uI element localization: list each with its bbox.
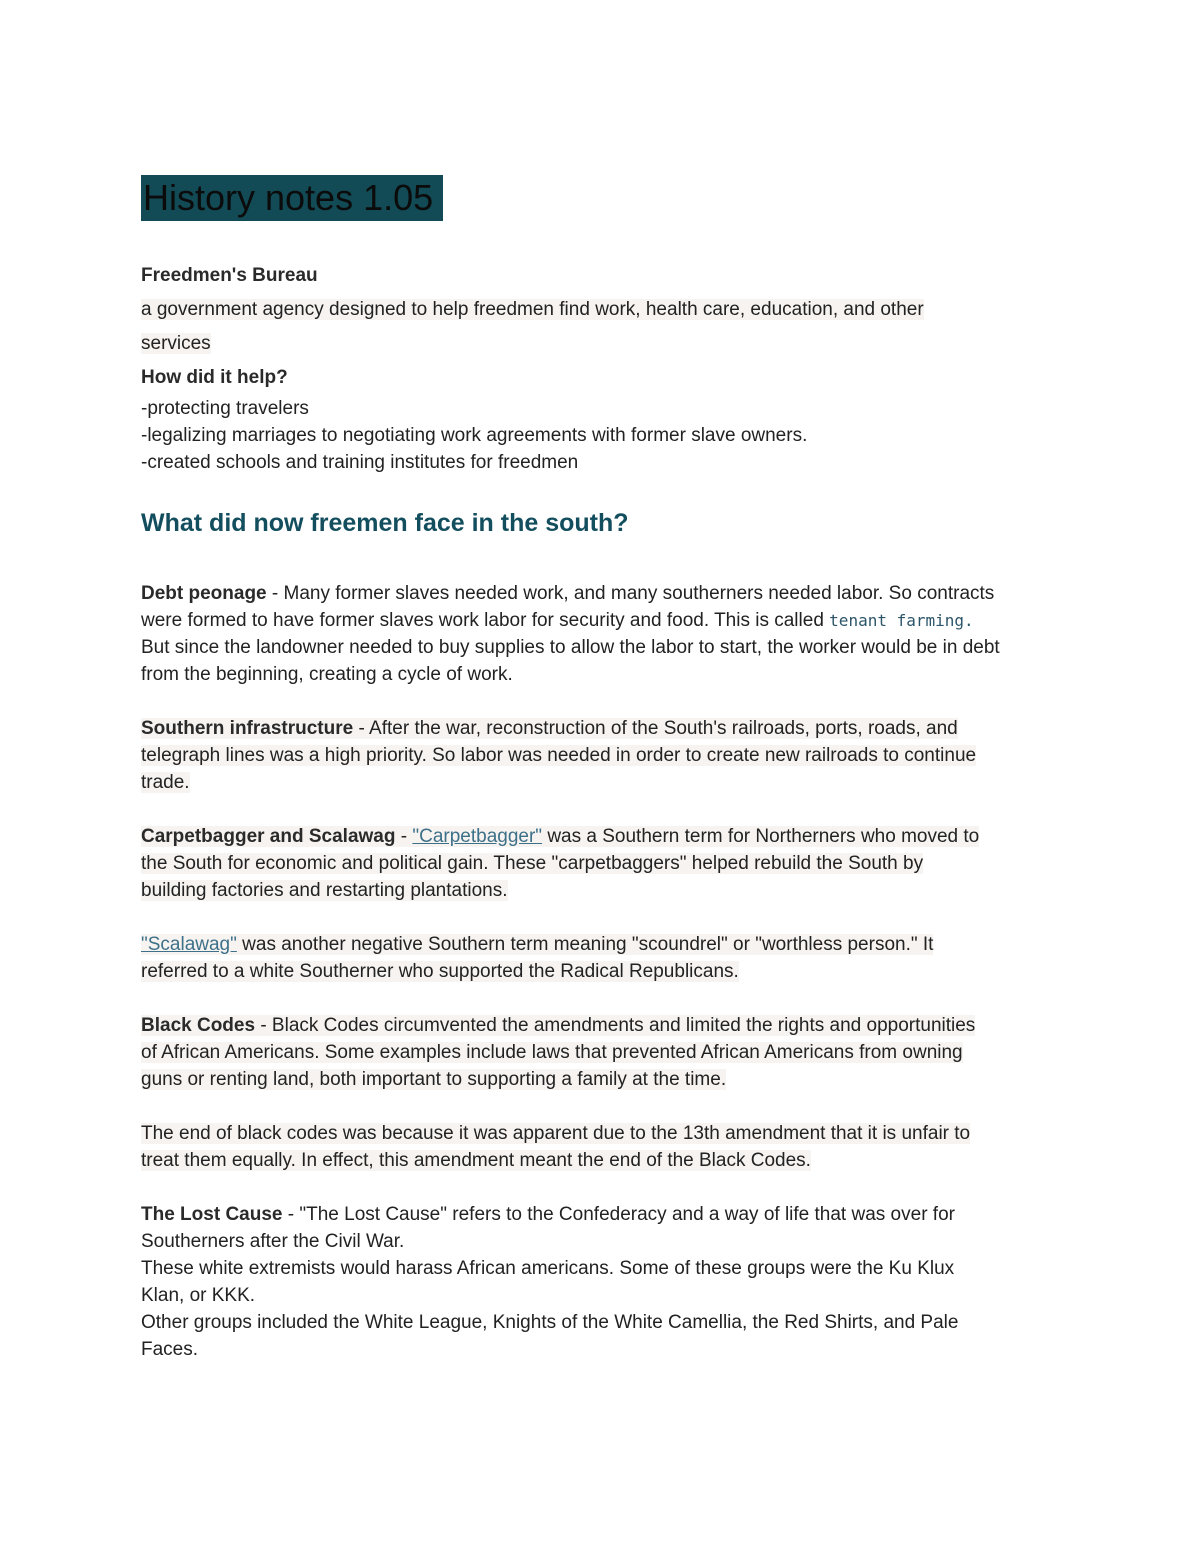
text: the South for economic and political gain. These "carpetbaggers" helped rebuild the South by [141,853,924,874]
text: trade. [141,772,190,793]
list-item: -legalizing marriages to negotiating work agreements with former slave owners. [141,425,808,446]
tenant-farming-term: tenant farming. [829,611,974,630]
text: These white extremists would harass African americans. Some of these groups were the Ku Klux [141,1258,955,1279]
paragraph-infrastructure [141,715,1061,796]
section-heading: Freedmen's Bureau [141,265,318,286]
paragraph-black-codes [141,1012,1061,1093]
paragraph-lost-cause [141,1201,1061,1363]
text: But since the landowner needed to buy supplies to allow the labor to start, the worker would be in debt [141,637,1000,658]
paragraph-carpetbagger [141,823,1061,904]
text: Southerners after the Civil War. [141,1231,405,1252]
paragraph-end-black-codes [141,1120,1061,1174]
carpetbagger-link[interactable]: "Carpetbagger" [412,826,543,847]
text: referred to a white Southerner who supported the Radical Republicans. [141,961,739,982]
help-list [141,395,1061,476]
document-body [141,175,1061,1363]
text: was another negative Southern term meaning "scoundrel" or "worthless person." It [236,934,934,955]
text: guns or renting land, both important to supporting a family at the time. [141,1069,727,1090]
text: was a Southern term for Northerners who moved to [542,826,980,847]
text: of African Americans. Some examples include laws that prevented African Americans from owning [141,1042,963,1063]
text: - Black Codes circumvented the amendments and limited the rights and opportunities [255,1015,976,1036]
text: The end of black codes was because it was apparent due to the 13th amendment that it is unfair to [141,1123,971,1144]
list-item: -protecting travelers [141,398,309,419]
section-heading-south: What did now freemen face in the south? [141,509,629,537]
definition-line: services [141,333,211,354]
scalawag-link[interactable]: "Scalawag" [141,934,237,955]
term: Carpetbagger and Scalawag [141,826,396,847]
text: - Many former slaves needed work, and many southerners needed labor. So contracts [266,583,995,604]
term: The Lost Cause [141,1204,283,1225]
paragraph-debt-peonage [141,580,1061,688]
term: Black Codes [141,1015,256,1036]
text: - "The Lost Cause" refers to the Confederacy and a way of life that was over for [282,1204,955,1225]
text: Faces. [141,1339,199,1360]
definition-line: a government agency designed to help freedmen find work, health care, education, and other [141,299,924,320]
text: Other groups included the White League, Knights of the White Camellia, the Red Shirts, and Pale [141,1312,959,1333]
text: Klan, or KKK. [141,1285,256,1306]
definition [141,293,1061,361]
paragraph-scalawag [141,931,1061,985]
question-heading: How did it help? [141,367,288,388]
text: were formed to have former slaves work labor for security and food. This is called [141,610,830,631]
list-item: -created schools and training institutes for freedmen [141,452,579,473]
text: from the beginning, creating a cycle of work. [141,664,513,685]
text: building factories and restarting plantations. [141,880,508,901]
term: Debt peonage [141,583,267,604]
text: - After the war, reconstruction of the South's railroads, ports, roads, and [353,718,958,739]
page-title: History notes 1.05 [141,175,443,221]
text: telegraph lines was a high priority. So labor was needed in order to create new railroads to continue [141,745,977,766]
section-freedmens-bureau [141,259,1061,476]
term: Southern infrastructure [141,718,354,739]
text: - [395,826,413,847]
text: treat them equally. In effect, this amendment meant the end of the Black Codes. [141,1150,811,1171]
